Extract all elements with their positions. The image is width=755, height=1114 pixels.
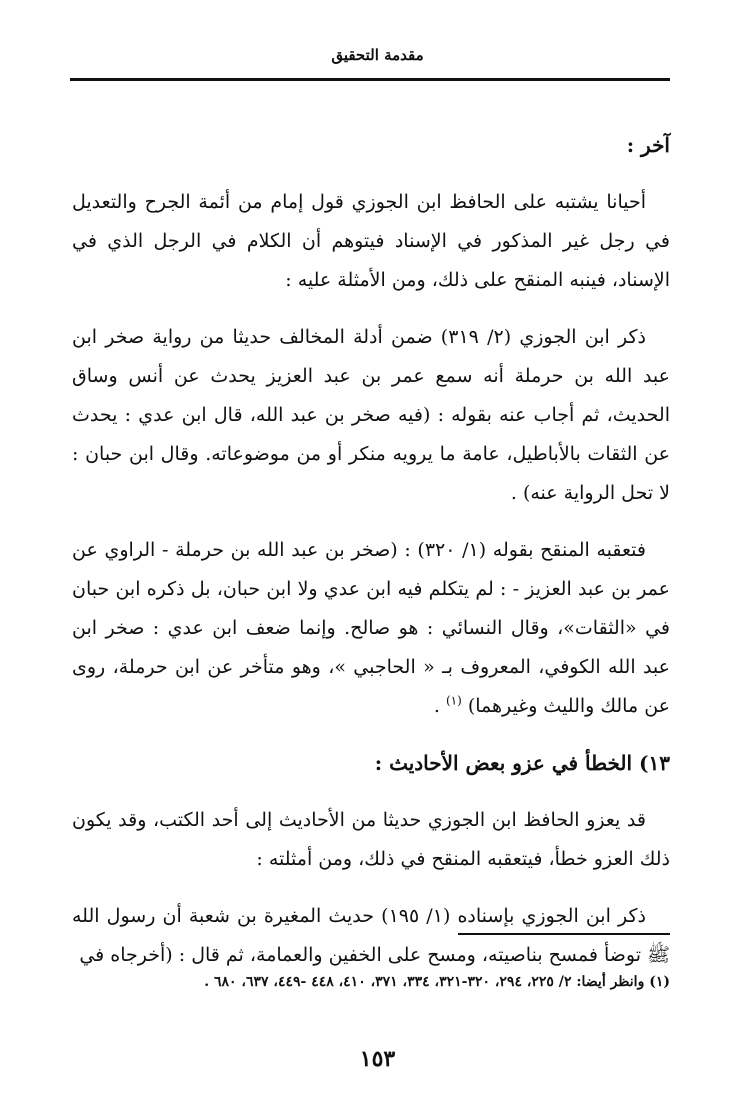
paragraph-example-1: ذكر ابن الجوزي (٢/ ٣١٩) ضمن أدلة المخالف حديثا من رواية صخر ابن عبد الله بن حرملة أنه سمع عمر بن عبد العزيز يحدث عن أنس وساق الحديث، ثم أجاب عنه بقوله : (فيه صخر بن عبد الله، قال ابن عدي : يحدث عن الثقات بالأباطيل، عامة ما يرويه منكر أو من موضوعاته. وقال ابن حبان : لا تحل الرواية عنه) .	[72, 326, 670, 504]
page-number: ١٥٣	[359, 1046, 396, 1072]
footnote-rule	[458, 933, 670, 935]
critique-end: .	[433, 695, 446, 717]
section-heading-13: ١٣) الخطأ في عزو بعض الأحاديث :	[374, 751, 670, 775]
critique-text: فتعقبه المنقح بقوله (١/ ٣٢٠) : (صخر بن عبد الله بن حرملة - الراوي عن عمر بن عبد العزيز - : لم يتكلم فيه ابن عدي ولا ابن حبان، بل ذكره ابن حبان في «الثقات»، وقال النسائي : هو صالح. وإنما ضعف ابن عدي : صخر ابن عبد الله الكوفي، المعروف بـ « الحاجبي »، وهو متأخر عن ابن حرملة، روى عن مالك والليث وغيرهما)	[72, 539, 670, 717]
paragraph-example-2: ذكر ابن الجوزي بإسناده (١/ ١٩٥) حديث المغيرة بن شعبة أن رسول الله ﷺ توضأ فمسح بناصيته، ومسح على الخفين والعمامة، ثم قال : (أخرجاه في	[72, 905, 670, 966]
footnote: (١) وانظر أيضا: ٢/ ٢٢٥، ٢٩٤، ٣٢٠-٣٢١، ٣٣٤، ٣٧١، ٤١٠، ٤٤٨ -٤٤٩، ٦٣٧، ٦٨٠ .	[204, 974, 670, 990]
paragraph-attribution: قد يعزو الحافظ ابن الجوزي حديثا من الأحاديث إلى أحد الكتب، وقد يكون ذلك العزو خطأ، فيتعقبه المنقح في ذلك، ومن أمثلته :	[72, 809, 670, 870]
main-text	[72, 126, 670, 993]
footnote-reference: (١)	[445, 693, 462, 708]
paragraph-intro: أحيانا يشتبه على الحافظ ابن الجوزي قول إمام من أئمة الجرح والتعديل في رجل غير المذكور في الإسناد فيتوهم أن الكلام في الرجل الذي في الإسناد، فينبه المنقح على ذلك، ومن الأمثلة عليه :	[72, 191, 670, 291]
paragraph-critique	[72, 531, 670, 726]
header-rule	[70, 78, 670, 81]
running-header: مقدمة التحقيق	[331, 46, 424, 64]
section-label: آخر :	[626, 133, 670, 157]
